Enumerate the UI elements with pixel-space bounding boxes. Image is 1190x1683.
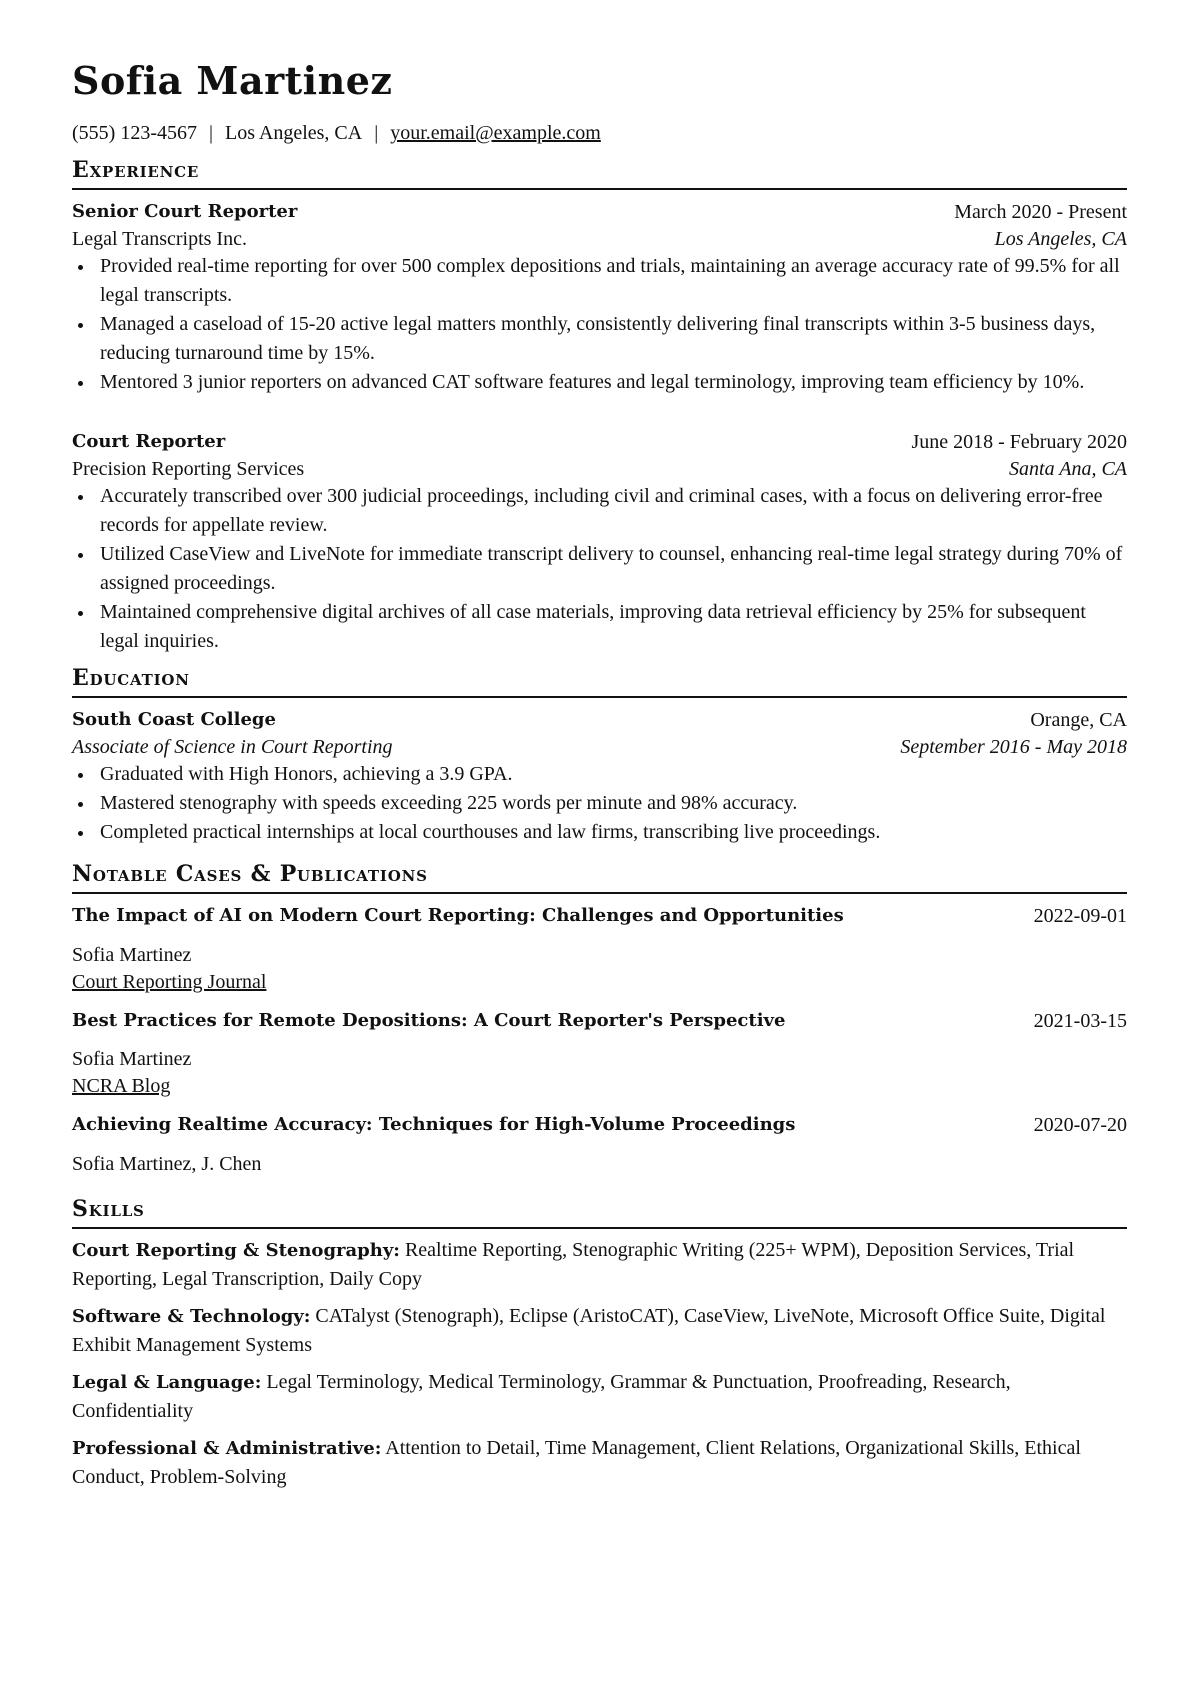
publication-venue-wrap [72, 1073, 170, 1099]
publication-title: Best Practices for Remote Depositions: A Court Reporter's Perspective [72, 1010, 786, 1031]
publication-header [72, 1112, 1127, 1138]
skill-label: Software & Technology: [72, 1306, 311, 1327]
education-header [72, 707, 1127, 733]
job-location: Los Angeles, CA [994, 228, 1127, 250]
bullet-item: Managed a caseload of 15-20 active legal matters monthly, consistently delivering final transcripts within 3-5 business days, reducing turnaround time by 15%. [72, 310, 1127, 368]
skill-group [72, 1434, 1127, 1492]
publication-title: Achieving Realtime Accuracy: Techniques for High-Volume Proceedings [72, 1114, 796, 1135]
section-title-skills: Skills [72, 1195, 1127, 1229]
publication-authors: Sofia Martinez [72, 1048, 192, 1070]
skill-group [72, 1368, 1127, 1426]
skill-items: Attention to Detail, Time Management, Client Relations, Organizational Skills, Ethical Conduct, Problem-Solving [72, 1437, 1081, 1488]
publication-authors: Sofia Martinez, J. Chen [72, 1153, 262, 1175]
job-bullets [72, 252, 1127, 397]
bullet-item: Maintained comprehensive digital archives of all case materials, improving data retrieval efficiency by 25% for subsequent legal inquiries. [72, 598, 1127, 656]
job-company: Precision Reporting Services [72, 458, 305, 480]
bullet-item: Mentored 3 junior reporters on advanced CAT software features and legal terminology, improving team efficiency by 10%. [72, 368, 1127, 397]
job-dates: March 2020 - Present [954, 201, 1127, 223]
skill-items: Legal Terminology, Medical Terminology, Grammar & Punctuation, Proofreading, Research, Confidentiality [72, 1371, 1011, 1422]
publication-date: 2020-07-20 [1033, 1114, 1127, 1136]
degree: Associate of Science in Court Reporting [72, 736, 393, 758]
bullet-item: Accurately transcribed over 300 judicial proceedings, including civil and criminal cases, with a focus on delivering error-free records for appellate review. [72, 482, 1127, 540]
bullet-item: Provided real-time reporting for over 500 complex depositions and trials, maintaining an average accuracy rate of 99.5% for all legal transcripts. [72, 252, 1127, 310]
skill-items: Realtime Reporting, Stenographic Writing (225+ WPM), Deposition Services, Trial Reporting, Legal Transcription, Daily Copy [72, 1239, 1075, 1290]
skill-label: Legal & Language: [72, 1372, 262, 1393]
job-dates: June 2018 - February 2020 [911, 431, 1127, 453]
job-role: Senior Court Reporter [72, 201, 298, 222]
publication-header [72, 903, 1127, 929]
section-title-education: Education [72, 664, 1127, 698]
job-location: Santa Ana, CA [1009, 458, 1127, 480]
job-header [72, 429, 1127, 455]
publication-title: The Impact of AI on Modern Court Reporting: Challenges and Opportunities [72, 905, 844, 926]
skill-label: Professional & Administrative: [72, 1438, 382, 1459]
education-subheader [72, 734, 1127, 760]
publication-header [72, 1008, 1127, 1034]
publication-venue-wrap [72, 969, 266, 995]
skill-group [72, 1236, 1127, 1294]
section-title-experience: Experience [72, 156, 1127, 190]
job-subheader [72, 456, 1127, 482]
skill-label: Court Reporting & Stenography: [72, 1240, 400, 1261]
publication-authors: Sofia Martinez [72, 944, 192, 966]
bullet-item: Utilized CaseView and LiveNote for immediate transcript delivery to counsel, enhancing real-time legal strategy during 70% of assigned proceedings. [72, 540, 1127, 598]
education-dates: September 2016 - May 2018 [900, 736, 1127, 758]
school-location: Orange, CA [1030, 709, 1127, 731]
candidate-name: Sofia Martinez [72, 58, 393, 103]
section-title-publications: Notable Cases & Publications [72, 860, 1127, 894]
publication-date: 2021-03-15 [1033, 1010, 1127, 1032]
bullet-item: Graduated with High Honors, achieving a 3.9 GPA. [72, 760, 1127, 789]
skill-group [72, 1302, 1127, 1360]
publication-date: 2022-09-01 [1033, 905, 1127, 927]
job-header [72, 199, 1127, 225]
contact-line [72, 122, 601, 145]
location: Los Angeles, CA [225, 122, 363, 144]
publication-venue-link[interactable]: Court Reporting Journal [72, 971, 267, 993]
education-bullets [72, 760, 1127, 847]
skill-items: CATalyst (Stenograph), Eclipse (AristoCAT), CaseView, LiveNote, Microsoft Office Suite, Digital Exhibit Management Systems [72, 1305, 1106, 1356]
separator: | [208, 122, 213, 144]
job-bullets [72, 482, 1127, 656]
bullet-item: Mastered stenography with speeds exceeding 225 words per minute and 98% accuracy. [72, 789, 1127, 818]
bullet-item: Completed practical internships at local courthouses and law firms, transcribing live proceedings. [72, 818, 1127, 847]
job-subheader [72, 226, 1127, 252]
school-name: South Coast College [72, 709, 276, 730]
job-role: Court Reporter [72, 431, 226, 452]
job-company: Legal Transcripts Inc. [72, 228, 247, 250]
publication-venue-link[interactable]: NCRA Blog [72, 1075, 171, 1097]
separator: | [374, 122, 379, 144]
email-link[interactable]: your.email@example.com [390, 122, 601, 144]
phone: (555) 123-4567 [72, 122, 197, 144]
